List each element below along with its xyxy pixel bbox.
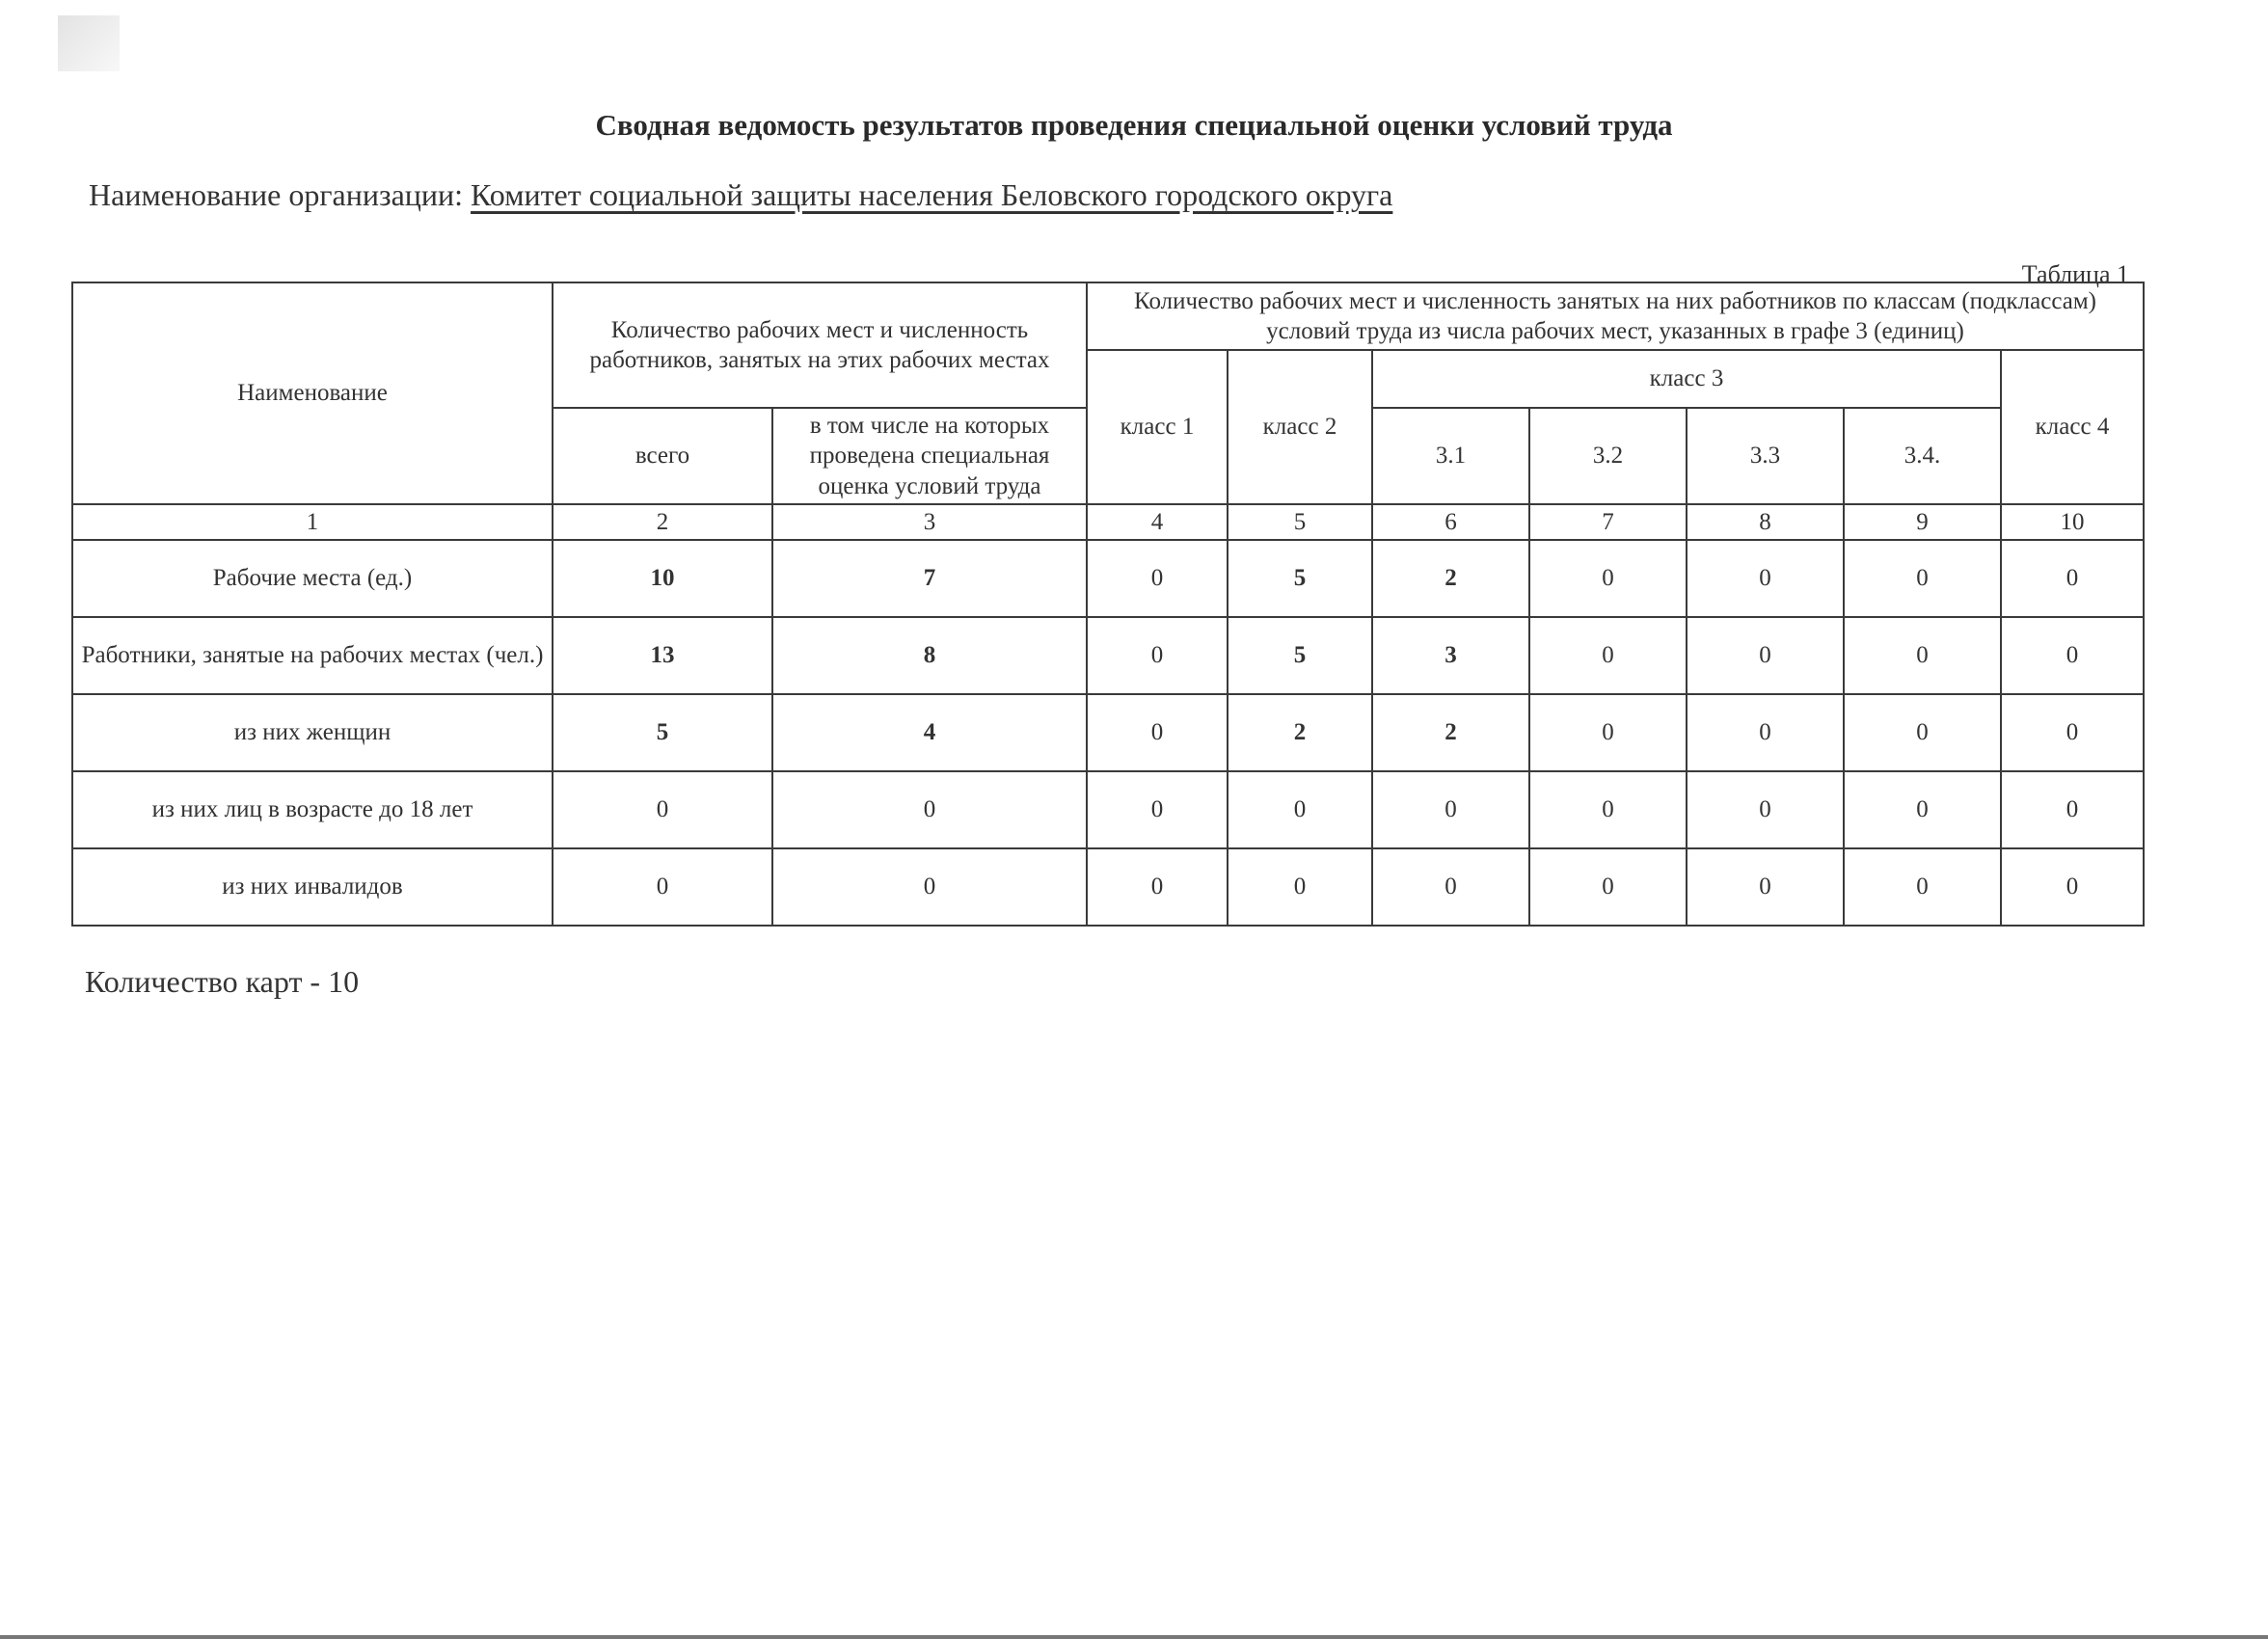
cell-total: 0: [553, 848, 772, 926]
cell-assessed: 7: [772, 540, 1087, 617]
header-name: Наименование: [72, 282, 553, 504]
cell-class-2: 0: [1228, 771, 1372, 848]
cell-class-4: 0: [2001, 848, 2144, 926]
cell-class-3-1: 0: [1372, 848, 1529, 926]
cell-class-1: 0: [1087, 771, 1228, 848]
cell-class-2: 0: [1228, 848, 1372, 926]
cell-total: 0: [553, 771, 772, 848]
cards-count: Количество карт - 10: [85, 964, 360, 999]
cell-assessed: 8: [772, 617, 1087, 694]
table-row-workplaces: [72, 540, 2144, 617]
cell-class-2: 5: [1228, 617, 1372, 694]
cell-class-3-2: 0: [1529, 540, 1687, 617]
row-label: из них лиц в возрасте до 18 лет: [72, 771, 553, 848]
cell-class-1: 0: [1087, 540, 1228, 617]
header-subclass-3-2: 3.2: [1529, 408, 1687, 504]
cell-total: 10: [553, 540, 772, 617]
column-number: 6: [1372, 504, 1529, 540]
header-subclass-3-3: 3.3: [1687, 408, 1844, 504]
cell-class-1: 0: [1087, 848, 1228, 926]
cell-class-3-2: 0: [1529, 771, 1687, 848]
cell-total: 13: [553, 617, 772, 694]
organization-name: Комитет социальной защиты населения Беловского городского округа: [471, 177, 1393, 212]
table-row-disabled: [72, 848, 2144, 926]
cell-class-3-4: 0: [1844, 694, 2001, 771]
header-subclass-3-4: 3.4.: [1844, 408, 2001, 504]
table-row-minors: [72, 771, 2144, 848]
table-row-women: [72, 694, 2144, 771]
column-number: 10: [2001, 504, 2144, 540]
row-label: Работники, занятые на рабочих местах (чел.): [72, 617, 553, 694]
row-label: Рабочие места (ед.): [72, 540, 553, 617]
cell-class-3-2: 0: [1529, 848, 1687, 926]
cell-class-3-3: 0: [1687, 848, 1844, 926]
column-number: 4: [1087, 504, 1228, 540]
table-row-workers: [72, 617, 2144, 694]
cell-class-3-1: 0: [1372, 771, 1529, 848]
header-class-1: класс 1: [1087, 350, 1228, 504]
column-number: 7: [1529, 504, 1687, 540]
column-number: 5: [1228, 504, 1372, 540]
table-label: Таблица 1: [2021, 260, 2129, 288]
cell-class-3-3: 0: [1687, 617, 1844, 694]
cell-assessed: 4: [772, 694, 1087, 771]
cell-class-3-4: 0: [1844, 771, 2001, 848]
cell-class-2: 2: [1228, 694, 1372, 771]
scan-artifact: [58, 15, 120, 71]
cell-class-3-3: 0: [1687, 771, 1844, 848]
cell-class-3-3: 0: [1687, 540, 1844, 617]
organization-line: [89, 177, 1392, 213]
cell-class-4: 0: [2001, 771, 2144, 848]
cell-class-3-4: 0: [1844, 617, 2001, 694]
cell-class-1: 0: [1087, 617, 1228, 694]
cell-assessed: 0: [772, 848, 1087, 926]
cell-class-1: 0: [1087, 694, 1228, 771]
column-number: 9: [1844, 504, 2001, 540]
scan-edge: [0, 1635, 2268, 1639]
header-class-4: класс 4: [2001, 350, 2144, 504]
cell-class-4: 0: [2001, 617, 2144, 694]
header-class-3: класс 3: [1372, 350, 2001, 408]
header-assessed: в том числе на которых проведена специальная оценка условий труда: [772, 408, 1087, 504]
header-total: всего: [553, 408, 772, 504]
header-group-workplaces: Количество рабочих мест и численность работников, занятых на этих рабочих местах: [553, 282, 1087, 408]
summary-table: [71, 282, 2145, 927]
column-number: 3: [772, 504, 1087, 540]
cell-class-3-1: 3: [1372, 617, 1529, 694]
document-title: Сводная ведомость результатов проведения специальной оценки условий труда: [595, 108, 1673, 142]
row-label: из них женщин: [72, 694, 553, 771]
column-number-row: [72, 504, 2144, 540]
cell-class-3-3: 0: [1687, 694, 1844, 771]
cell-class-4: 0: [2001, 540, 2144, 617]
cell-class-4: 0: [2001, 694, 2144, 771]
cell-total: 5: [553, 694, 772, 771]
cell-class-3-1: 2: [1372, 694, 1529, 771]
column-number: 1: [72, 504, 553, 540]
column-number: 8: [1687, 504, 1844, 540]
cell-class-3-4: 0: [1844, 540, 2001, 617]
header-subclass-3-1: 3.1: [1372, 408, 1529, 504]
header-group-classes: Количество рабочих мест и численность занятых на них работников по классам (подклассам) условий труда из числа рабочих мест, указанных в графе 3 (единиц): [1087, 282, 2144, 350]
cell-class-3-2: 0: [1529, 617, 1687, 694]
header-class-2: класс 2: [1228, 350, 1372, 504]
cell-class-2: 5: [1228, 540, 1372, 617]
cell-class-3-1: 2: [1372, 540, 1529, 617]
row-label: из них инвалидов: [72, 848, 553, 926]
cell-assessed: 0: [772, 771, 1087, 848]
organization-label: Наименование организации:: [89, 177, 464, 212]
column-number: 2: [553, 504, 772, 540]
cell-class-3-2: 0: [1529, 694, 1687, 771]
cell-class-3-4: 0: [1844, 848, 2001, 926]
